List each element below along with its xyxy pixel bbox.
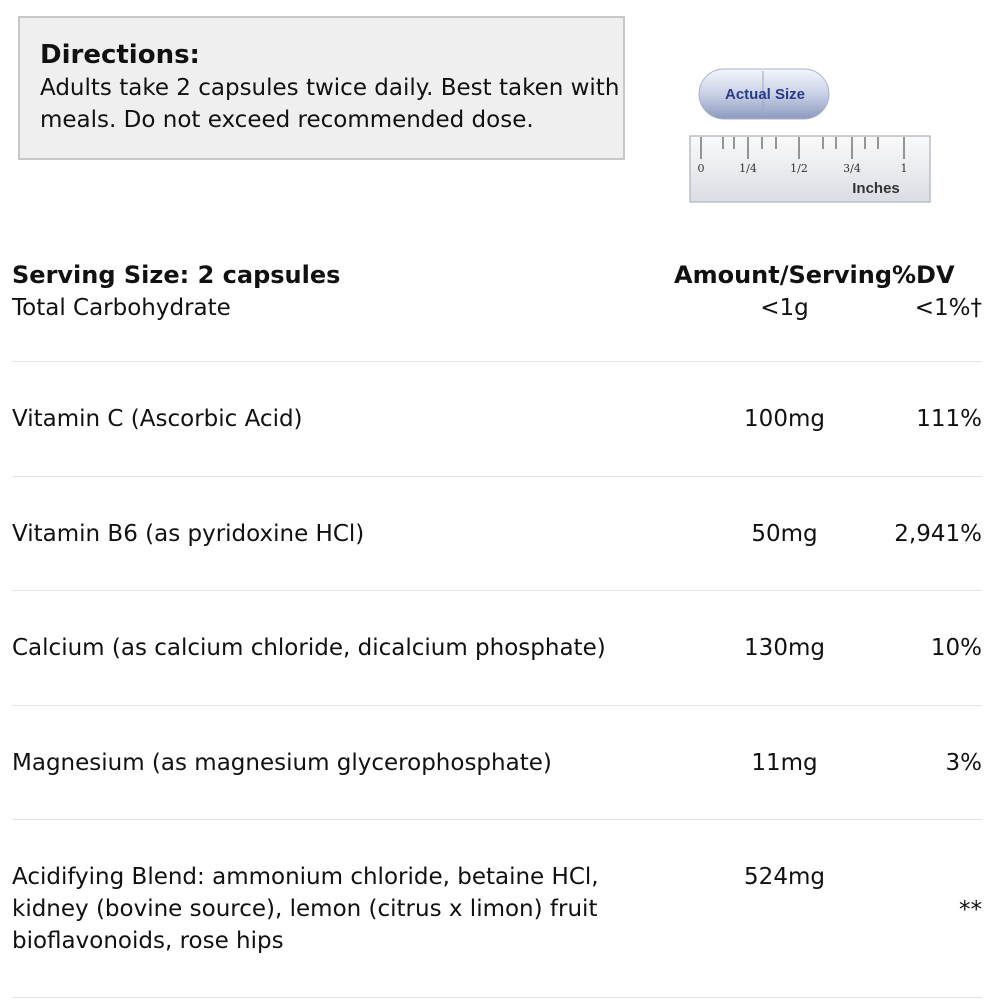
table-row xyxy=(12,477,982,591)
facts-header xyxy=(12,258,982,292)
table-row xyxy=(12,362,982,477)
directions-title: Directions: xyxy=(40,40,200,70)
daily-value-header: %DV xyxy=(892,261,955,289)
nutrient-dv: 2,941% xyxy=(894,521,982,547)
nutrient-name: Total Carbohydrate xyxy=(12,295,231,321)
nutrient-name: Acidifying Blend: ammonium chloride, betaine HCl, kidney (bovine source), lemon (citrus x limon) fruit bioflavonoids, rose hips xyxy=(12,864,599,954)
nutrient-dv: <1%† xyxy=(914,295,982,321)
nutrient-amount: 100mg xyxy=(744,406,825,432)
nutrient-dv: 111% xyxy=(916,406,982,432)
amount-per-serving-header: Amount/Serving xyxy=(674,261,893,289)
nutrient-dv: 3% xyxy=(945,750,982,776)
ruler-unit: Inches xyxy=(852,180,900,197)
ruler-tick-0: 0 xyxy=(697,162,705,175)
ruler-tick-1: 1/4 xyxy=(739,162,757,175)
serving-size: Serving Size: 2 capsules xyxy=(12,261,341,289)
ruler-tick-4: 1 xyxy=(900,162,908,175)
nutrient-amount: 130mg xyxy=(744,635,825,661)
table-row xyxy=(12,591,982,706)
table-row xyxy=(12,706,982,820)
nutrient-name: Vitamin B6 (as pyridoxine HCl) xyxy=(12,521,365,547)
nutrient-name: Calcium (as calcium chloride, dicalcium phosphate) xyxy=(12,635,606,661)
nutrient-amount: 11mg xyxy=(751,750,818,776)
nutrient-amount: 50mg xyxy=(751,521,818,547)
table-row xyxy=(12,820,982,998)
ruler-tick-2: 1/2 xyxy=(790,162,808,175)
nutrient-name: Vitamin C (Ascorbic Acid) xyxy=(12,406,303,432)
capsule-label: Actual Size xyxy=(724,86,806,103)
nutrient-dv: 10% xyxy=(930,635,982,661)
nutrient-name: Magnesium (as magnesium glycerophosphate) xyxy=(12,750,552,776)
nutrient-amount: <1g xyxy=(760,295,809,321)
ruler-tick-3: 3/4 xyxy=(843,162,861,175)
directions-box xyxy=(18,16,625,160)
table-row xyxy=(12,292,982,362)
actual-size-graphic xyxy=(686,64,936,209)
nutrient-amount: 524mg xyxy=(744,864,825,890)
supplement-facts-table xyxy=(12,258,982,998)
nutrient-dv: ** xyxy=(959,897,982,923)
directions-text: Adults take 2 capsules twice daily. Best taken with meals. Do not exceed recommended dose. xyxy=(40,75,620,133)
